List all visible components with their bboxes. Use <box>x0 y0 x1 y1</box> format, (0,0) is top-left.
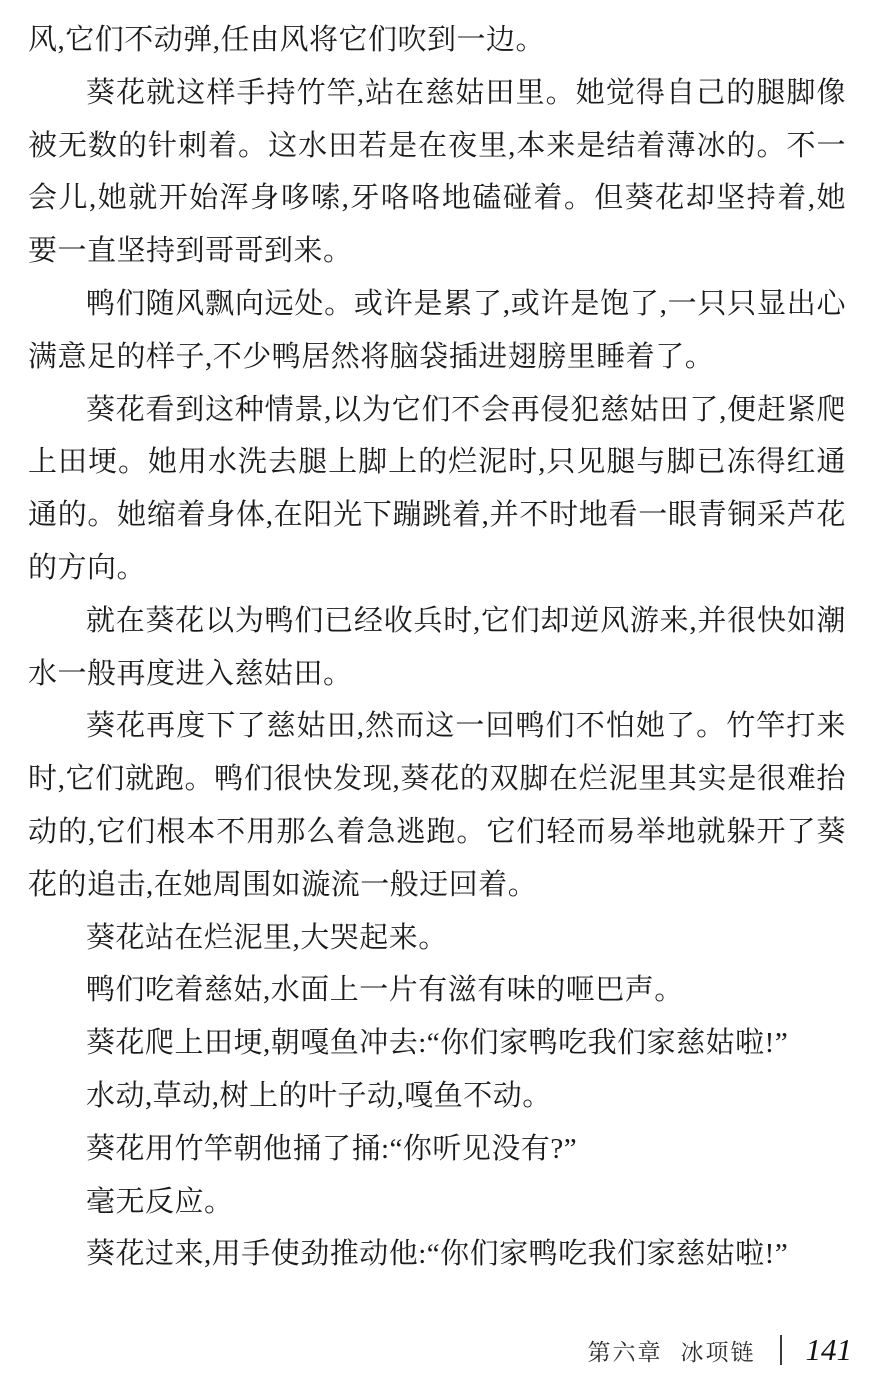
page-footer <box>588 1330 853 1370</box>
paragraph: 鸭们吃着慈姑,水面上一片有滋有味的咂巴声。 <box>86 974 684 1007</box>
paragraph: 葵花爬上田埂,朝嘎鱼冲去:“你们家鸭吃我们家慈姑啦!” <box>86 1027 789 1060</box>
paragraph: 葵花过来,用手使劲推动他:“你们家鸭吃我们家慈姑啦!” <box>86 1238 789 1271</box>
paragraph: 葵花看到这种情景,以为它们不会再侵犯慈姑田了,便赶紧爬上田埂。她用水洗去腿上脚上的烂泥时,只见腿与脚已冻得红通通的。她缩着身体,在阳光下蹦跳着,并不时地看一眼青铜采芦花的方向。 <box>28 393 846 584</box>
paragraph: 葵花站在烂泥里,大哭起来。 <box>86 921 448 954</box>
page-body-text <box>28 14 846 1281</box>
footer-chapter-label: 第六章 <box>587 1339 663 1365</box>
paragraph: 葵花用竹竿朝他捅了捅:“你听见没有?” <box>86 1132 578 1165</box>
paragraph: 毫无反应。 <box>86 1185 234 1218</box>
paragraph: 水动,草动,树上的叶子动,嘎鱼不动。 <box>86 1079 552 1112</box>
footer-page-number: 141 <box>805 1332 852 1367</box>
paragraph: 风,它们不动弹,任由风将它们吹到一边。 <box>28 24 546 56</box>
paragraph: 就在葵花以为鸭们已经收兵时,它们却逆风游来,并很快如潮水一般再度进入慈姑田。 <box>28 604 846 690</box>
footer-chapter-title: 冰项链 <box>680 1339 756 1365</box>
paragraph: 葵花再度下了慈姑田,然而这一回鸭们不怕她了。竹竿打来时,它们就跑。鸭们很快发现,葵花的双脚在烂泥里其实是很难抬动的,它们根本不用那么着急逃跑。它们轻而易举地就躲开了葵花的追击,在她周围如漩流一般迂回着。 <box>28 710 846 901</box>
footer-divider <box>780 1335 782 1365</box>
paragraph: 鸭们随风飘向远处。或许是累了,或许是饱了,一只只显出心满意足的样子,不少鸭居然将脑袋插进翅膀里睡着了。 <box>28 287 846 373</box>
paragraph: 葵花就这样手持竹竿,站在慈姑田里。她觉得自己的腿脚像被无数的针刺着。这水田若是在夜里,本来是结着薄冰的。不一会儿,她就开始浑身哆嗦,牙咯咯地磕碰着。但葵花却坚持着,她要一直坚持到哥哥到来。 <box>28 76 846 268</box>
